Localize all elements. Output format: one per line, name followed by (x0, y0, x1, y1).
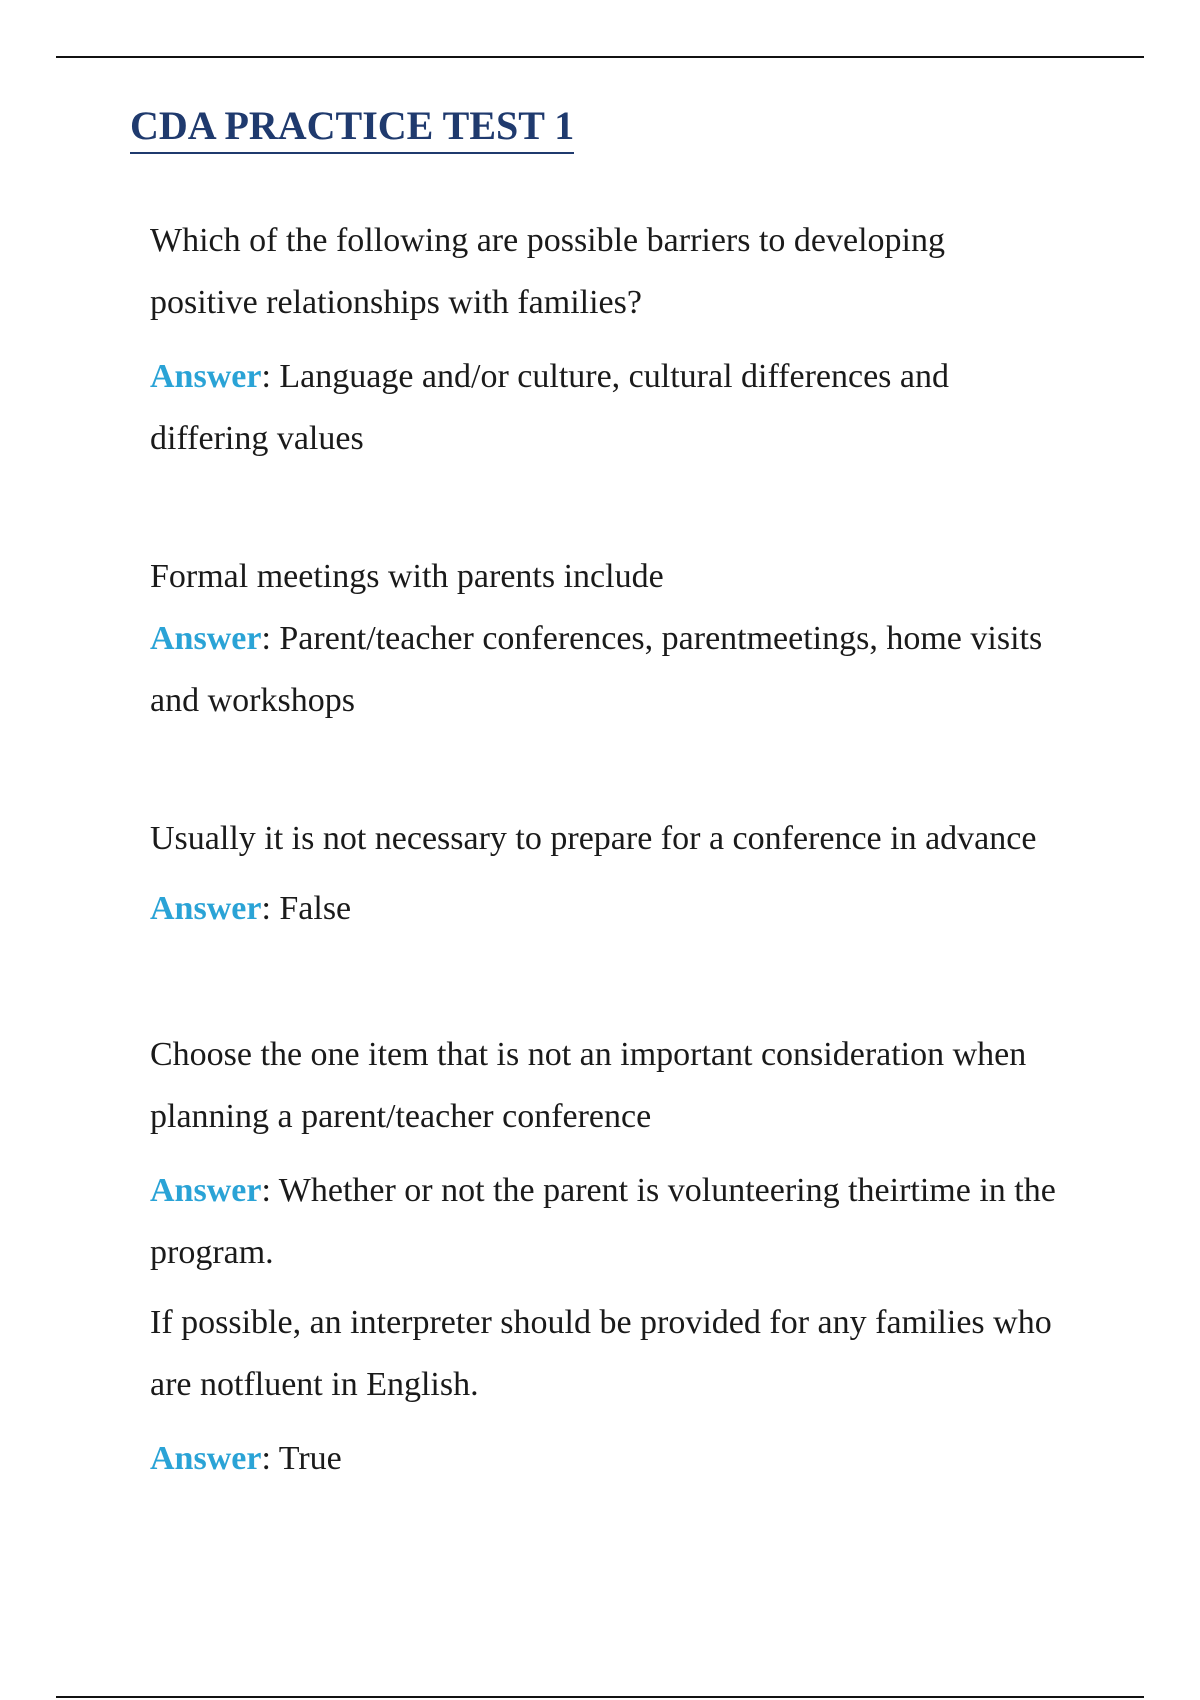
answer-label: Answer (150, 620, 262, 657)
qa-item-1 (150, 210, 1110, 470)
answer-line (150, 1160, 1110, 1222)
question-line: planning a parent/teacher conference (150, 1098, 652, 1135)
question-line: are notfluent in English. (150, 1366, 479, 1403)
answer-line (150, 346, 1110, 408)
question-line: Usually it is not necessary to prepare for a conference in advance (150, 820, 1037, 857)
answer-label: Answer (150, 1172, 262, 1209)
bottom-rule (56, 1696, 1144, 1698)
question-line: positive relationships with families? (150, 284, 642, 321)
qa-item-2 (150, 546, 1110, 732)
question-line: If possible, an interpreter should be provided for any families who (150, 1304, 1052, 1341)
page-title: CDA PRACTICE TEST 1 (130, 100, 574, 154)
answer-label: Answer (150, 358, 262, 395)
answer-text: : Language and/or culture, cultural differences and (261, 358, 950, 395)
answer-text: : True (261, 1440, 342, 1477)
question-line: Formal meetings with parents include (150, 558, 664, 595)
qa-item-3 (150, 808, 1110, 940)
top-rule (56, 56, 1144, 58)
qa-item-4 (150, 1024, 1110, 1284)
answer-line (150, 1428, 1110, 1490)
answer-line: differing values (150, 420, 364, 457)
answer-label: Answer (150, 890, 262, 927)
question-line: Choose the one item that is not an important consideration when (150, 1036, 1027, 1073)
answer-line (150, 878, 1110, 940)
answer-label: Answer (150, 1440, 262, 1477)
qa-item-5 (150, 1292, 1110, 1490)
answer-line: program. (150, 1234, 274, 1271)
answer-text: : Parent/teacher conferences, parentmeetings, home visits (261, 620, 1043, 657)
answer-line (150, 608, 1110, 670)
answer-text: : False (261, 890, 352, 927)
answer-line: and workshops (150, 682, 355, 719)
question-line: Which of the following are possible barriers to developing (150, 222, 945, 259)
answer-text: : Whether or not the parent is volunteering theirtime in the (261, 1172, 1056, 1209)
